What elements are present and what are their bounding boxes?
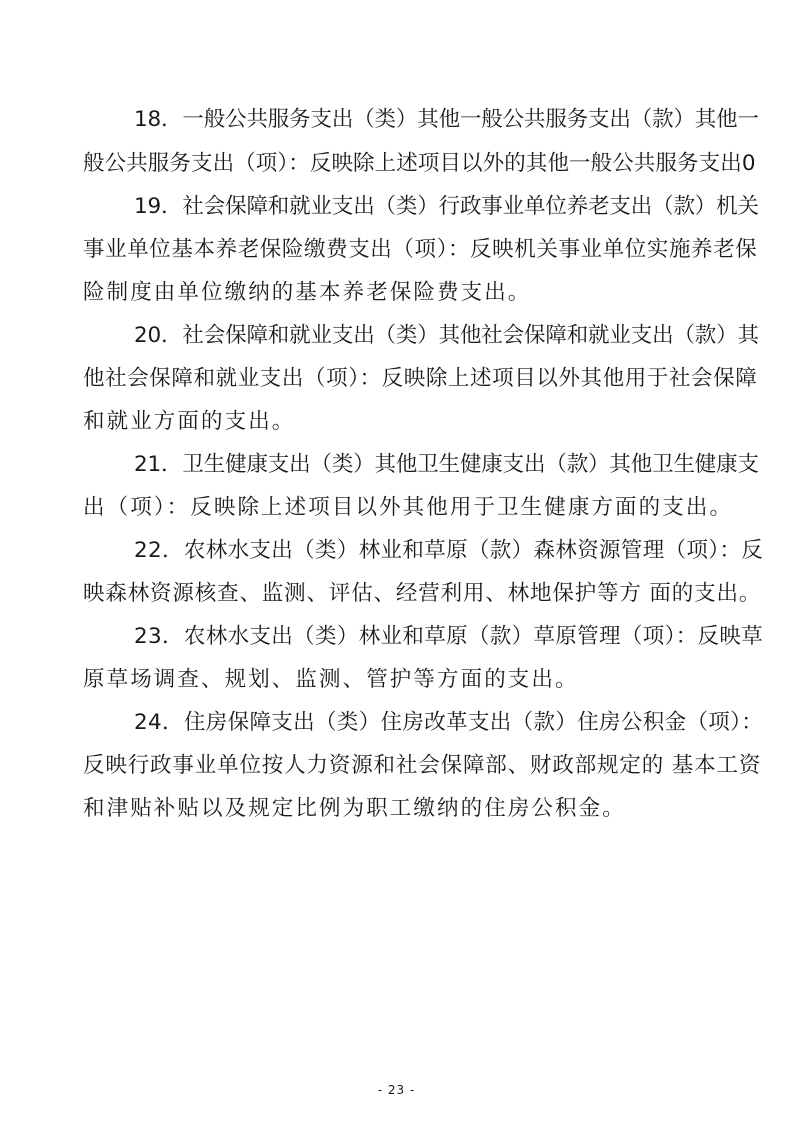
paragraph-24-line-1: 24．住房保障支出（类）住房改革支出（款）住房公积金（项）：: [134, 710, 764, 735]
paragraph-22-line-2: 映森林资源核查、监测、评估、经营利用、林地保护等方 面的支出。: [83, 581, 762, 606]
paragraph-21-line-2: 出（项）：反映除上述项目以外其他用于卫生健康方面的支出。: [83, 495, 734, 520]
paragraph-18-line-1: 18．一般公共服务支出（类）其他一般公共服务支出（款）其他一: [134, 107, 759, 132]
paragraph-20-line-2: 他社会保障和就业支出（项）：反映除上述项目以外其他用于社会保障: [83, 366, 758, 391]
paragraph-18-line-2: 般公共服务支出（项）：反映除上述项目以外的其他一般公共服务支出0: [83, 151, 756, 176]
paragraph-20-line-3: 和就业方面的支出。: [83, 409, 296, 434]
page-number: - 23 -: [377, 1083, 416, 1097]
paragraph-24-line-3: 和津贴补贴以及规定比例为职工缴纳的住房公积金。: [83, 796, 626, 821]
paragraph-19-line-2: 事业单位基本养老保险缴费支出（项）：反映机关事业单位实施养老保: [83, 237, 758, 262]
paragraph-21-line-1: 21．卫生健康支出（类）其他卫生健康支出（款）其他卫生健康支: [134, 452, 759, 477]
paragraph-20-line-1: 20．社会保障和就业支出（类）其他社会保障和就业支出（款）其: [134, 323, 759, 348]
paragraph-23-line-2: 原草场调查、规划、监测、管护等方面的支出。: [83, 667, 579, 692]
paragraph-23-line-1: 23．农林水支出（类）林业和草原（款）草原管理（项）：反映草: [134, 624, 764, 649]
paragraph-19-line-3: 险制度由单位缴纳的基本养老保险费支出。: [83, 280, 532, 305]
paragraph-22-line-1: 22．农林水支出（类）林业和草原（款）森林资源管理（项）：反: [134, 538, 764, 563]
paragraph-24-line-2: 反映行政事业单位按人力资源和社会保障部、财政部规定的 基本工资: [83, 753, 762, 778]
paragraph-19-line-1: 19．社会保障和就业支出（类）行政事业单位养老支出（款）机关: [134, 194, 759, 219]
